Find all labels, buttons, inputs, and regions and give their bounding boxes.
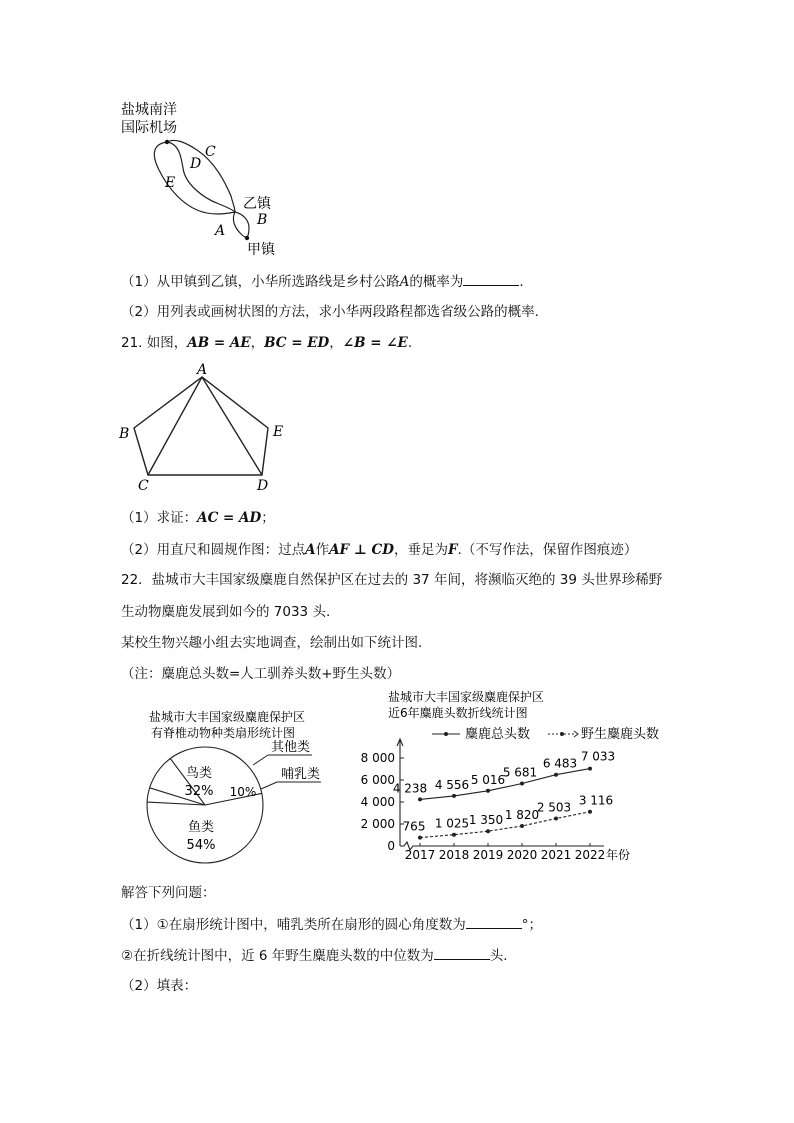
series-1-point-2021 — [554, 817, 558, 821]
pie-label-fish: 鱼类 — [187, 820, 215, 835]
legend-marker-0 — [444, 732, 448, 736]
series-1-label-2022: 3 116 — [578, 793, 614, 808]
y-tick-label-0: 0 — [387, 839, 395, 853]
series-1-point-2019 — [486, 829, 490, 833]
legend-label-0: 麋鹿总头数 — [465, 727, 531, 742]
series-0-point-2018 — [452, 794, 456, 798]
vertex-E-label: E — [273, 424, 284, 440]
y-tick-label-3: 6 000 — [360, 773, 395, 787]
pie-label-other: 其他类 — [271, 740, 311, 755]
route-map-figure — [115, 98, 295, 260]
series-1-point-2020 — [520, 824, 524, 828]
x-tick-label-2022: 2022 — [574, 848, 606, 862]
q22-line2: 生动物麋鹿发展到如今的 7033 头. — [121, 604, 331, 620]
q21-statement: 21. 如图，AB = AE，BC = ED，∠B = ∠E. — [121, 335, 413, 351]
series-0-label-2019: 5 016 — [470, 772, 506, 787]
pie-title: 盐城市大丰国家级麋鹿保护区 — [148, 710, 306, 724]
route-D-label: D — [190, 156, 202, 172]
series-0-label-2017: 4 238 — [392, 781, 428, 796]
series-0-point-2022 — [588, 767, 592, 771]
pie-leader-mammal — [261, 782, 277, 789]
q21-part2: （2）用直尺和圆规作图：过点A作AF ⊥ CD，垂足为F.（不写作法，保留作图痕迹） — [121, 542, 638, 558]
series-1-label-2020: 1 820 — [504, 808, 540, 822]
airport-label-line2: 国际机场 — [121, 120, 177, 136]
jia-town-label: 甲镇 — [247, 242, 275, 258]
line-title: 盐城市大丰国家级麋鹿保护区 — [388, 690, 545, 704]
series-1-label-2018: 1 025 — [434, 816, 470, 831]
series-0-point-2019 — [486, 789, 490, 793]
line-subtitle: 近6年麋鹿头数折线统计图 — [388, 706, 528, 720]
pie-subtitle: 有脊椎动物种类扇形统计图 — [150, 726, 296, 740]
route-C — [167, 140, 235, 212]
q20-part1: （1）从甲镇到乙镇，小华所选路线是乡村公路A的概率为 . — [121, 274, 524, 290]
route-A-label: A — [215, 223, 226, 239]
route-A — [233, 212, 247, 238]
q22-median-blank[interactable] — [434, 946, 490, 960]
vertex-D-label: D — [257, 478, 269, 494]
x-tick-label-2021: 2021 — [540, 848, 572, 862]
q22-part1b: ②在折线统计图中，近 6 年野生麋鹿头数的中位数为 头. — [121, 948, 508, 964]
q21-part1: （1）求证：AC = AD； — [121, 510, 275, 526]
series-1-label-2017: 765 — [402, 819, 426, 834]
airport-point — [165, 140, 169, 144]
x-axis-unit: 年份 — [606, 848, 631, 862]
vertex-B-label: B — [119, 426, 130, 442]
series-0-label-2018: 4 556 — [434, 777, 470, 792]
vertex-C-label: C — [138, 478, 149, 494]
pie-leader-other — [253, 755, 268, 765]
y-tick-label-2: 4 000 — [360, 795, 395, 809]
pie-value-bird: 32% — [184, 784, 214, 799]
series-0-point-2020 — [520, 782, 524, 786]
series-0-label-2021: 6 483 — [542, 756, 578, 771]
segment-AD — [202, 377, 262, 475]
q22-line1: 22．盐城市大丰国家级麋鹿自然保护区在过去的 37 年间，将濒临灭绝的 39 头世界珍稀野 — [121, 572, 663, 588]
series-1-label-2021: 2 503 — [536, 800, 572, 815]
q22-answer-intro: 解答下列问题： — [121, 885, 216, 901]
legend-label-1: 野生麋鹿头数 — [581, 727, 660, 742]
x-tick-label-2017: 2017 — [404, 848, 436, 862]
x-tick-label-2020: 2020 — [506, 848, 538, 862]
pie-label-bird: 鸟类 — [185, 766, 213, 781]
route-B — [235, 212, 249, 238]
pentagon-ABCDE — [134, 377, 268, 475]
pentagon-figure — [112, 362, 302, 494]
series-1-point-2017 — [418, 836, 422, 840]
q22-line3: 某校生物兴趣小组去实地调查，绘制出如下统计图. — [121, 635, 423, 651]
pie-value-other: 10% — [229, 785, 257, 799]
series-0-point-2017 — [418, 797, 422, 801]
q20-answer-blank[interactable] — [463, 272, 519, 286]
series-0-label-2022: 7 033 — [580, 749, 616, 764]
jia-town-point — [245, 236, 249, 240]
y-tick-label-1: 2 000 — [360, 817, 395, 831]
line-chart — [340, 687, 680, 865]
segment-AC — [148, 377, 202, 475]
q22-part1a: （1）①在扇形统计图中，哺乳类所在扇形的圆心角度数为 °； — [121, 917, 542, 933]
series-1-point-2018 — [452, 833, 456, 837]
route-B-label: B — [257, 212, 268, 228]
pie-value-fish: 54% — [186, 838, 216, 853]
airport-label-line1: 盐城南洋 — [121, 102, 177, 118]
series-0-label-2020: 5 681 — [502, 765, 538, 780]
pie-label-mammal: 哺乳类 — [281, 767, 321, 782]
pie-chart — [125, 705, 340, 865]
q22-part2: （2）填表： — [121, 978, 198, 994]
series-0-point-2021 — [554, 773, 558, 777]
yi-town-label: 乙镇 — [243, 196, 271, 212]
series-1-label-2019: 1 350 — [468, 813, 504, 828]
legend-marker-1 — [560, 732, 564, 736]
route-C-label: C — [205, 144, 216, 160]
q22-angle-blank[interactable] — [466, 915, 522, 929]
q20-part2: （2）用列表或画树状图的方法，求小华两段路程都选省级公路的概率. — [121, 304, 539, 320]
x-tick-label-2018: 2018 — [438, 848, 470, 862]
vertex-A-label: A — [197, 362, 208, 378]
x-tick-label-2019: 2019 — [472, 848, 504, 862]
route-E-label: E — [165, 175, 176, 191]
y-tick-label-4: 8 000 — [360, 751, 395, 765]
q22-note: （注：麋鹿总头数=人工驯养头数+野生头数） — [121, 666, 401, 682]
series-1-point-2022 — [588, 810, 592, 814]
